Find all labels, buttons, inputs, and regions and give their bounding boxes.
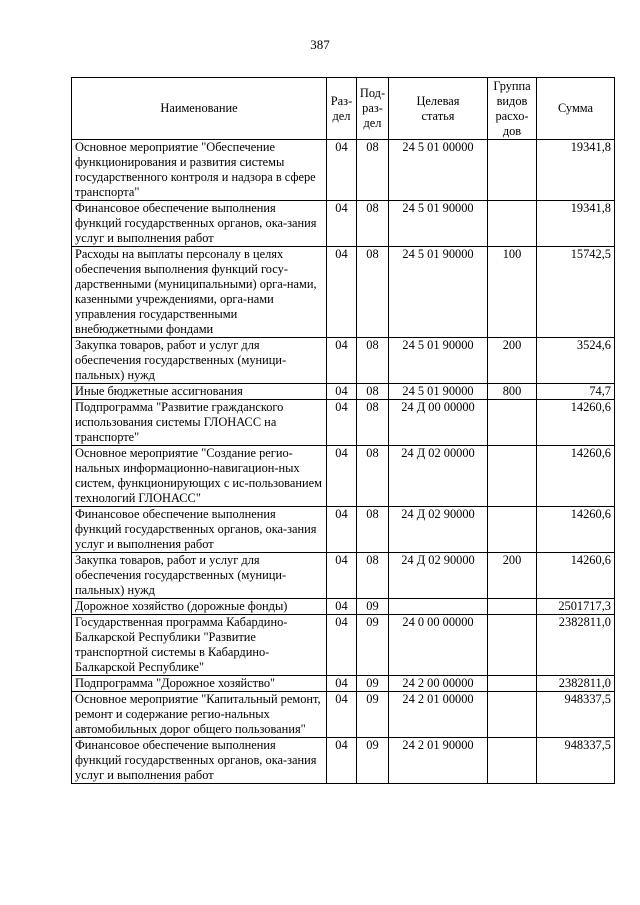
- row-name: Расходы на выплаты персоналу в целях обеспечения выполнения функций госу-дарственными (муниципальными) орга-нами, казенными учреждениями, орга-нами управления государственными внебюджетными фондами: [72, 247, 327, 338]
- row-razdel: 04: [327, 615, 357, 676]
- row-summa: 14260,6: [537, 400, 615, 446]
- row-name: Государственная программа Кабардино-Балкарской Республики "Развитие транспортной системы в Кабардино-Балкарской Республике": [72, 615, 327, 676]
- table-row: [72, 738, 615, 784]
- row-podrazdel: 08: [357, 446, 389, 507]
- row-summa: 2501717,3: [537, 599, 615, 615]
- row-name: Подпрограмма "Дорожное хозяйство": [72, 676, 327, 692]
- row-podrazdel: 08: [357, 201, 389, 247]
- row-razdel: 04: [327, 738, 357, 784]
- row-podrazdel: 08: [357, 384, 389, 400]
- row-summa: 948337,5: [537, 738, 615, 784]
- table-row: [72, 599, 615, 615]
- row-gruppa: 200: [488, 553, 537, 599]
- row-podrazdel: 09: [357, 676, 389, 692]
- row-razdel: 04: [327, 140, 357, 201]
- row-gruppa: [488, 692, 537, 738]
- row-podrazdel: 08: [357, 400, 389, 446]
- row-statya: 24 Д 00 00000: [389, 400, 488, 446]
- row-summa: 15742,5: [537, 247, 615, 338]
- row-statya: 24 5 01 90000: [389, 247, 488, 338]
- row-statya: 24 5 01 90000: [389, 338, 488, 384]
- row-razdel: 04: [327, 201, 357, 247]
- row-podrazdel: 08: [357, 247, 389, 338]
- row-podrazdel: 08: [357, 140, 389, 201]
- row-statya: 24 2 01 00000: [389, 692, 488, 738]
- row-razdel: 04: [327, 553, 357, 599]
- row-razdel: 04: [327, 338, 357, 384]
- row-statya: 24 0 00 00000: [389, 615, 488, 676]
- row-name: Финансовое обеспечение выполнения функций государственных органов, ока-зания услуг и выполнения работ: [72, 507, 327, 553]
- table-row: [72, 338, 615, 384]
- header-statya: Целевая статья: [389, 78, 488, 140]
- row-statya: 24 Д 02 90000: [389, 507, 488, 553]
- row-gruppa: [488, 446, 537, 507]
- row-name: Финансовое обеспечение выполнения функций государственных органов, ока-зания услуг и выполнения работ: [72, 201, 327, 247]
- row-name: Подпрограмма "Развитие гражданского использования системы ГЛОНАСС на транспорте": [72, 400, 327, 446]
- row-gruppa: [488, 738, 537, 784]
- row-gruppa: [488, 201, 537, 247]
- row-gruppa: [488, 140, 537, 201]
- row-statya: 24 5 01 00000: [389, 140, 488, 201]
- row-name: Закупка товаров, работ и услуг для обеспечения государственных (муници-пальных) нужд: [72, 553, 327, 599]
- row-podrazdel: 09: [357, 599, 389, 615]
- row-name: Основное мероприятие "Обеспечение функционирования и развития системы государственного контроля и надзора в сфере транспорта": [72, 140, 327, 201]
- row-name: Иные бюджетные ассигнования: [72, 384, 327, 400]
- row-razdel: 04: [327, 507, 357, 553]
- row-name: Дорожное хозяйство (дорожные фонды): [72, 599, 327, 615]
- row-gruppa: 100: [488, 247, 537, 338]
- row-statya: 24 Д 02 90000: [389, 553, 488, 599]
- table-header-row: [72, 78, 615, 140]
- row-gruppa: [488, 615, 537, 676]
- row-podrazdel: 09: [357, 692, 389, 738]
- row-summa: 2382811,0: [537, 615, 615, 676]
- row-podrazdel: 08: [357, 507, 389, 553]
- table-row: [72, 201, 615, 247]
- header-razdel: Раз- дел: [327, 78, 357, 140]
- row-summa: 19341,8: [537, 201, 615, 247]
- row-name: Закупка товаров, работ и услуг для обеспечения государственных (муници-пальных) нужд: [72, 338, 327, 384]
- row-razdel: 04: [327, 446, 357, 507]
- table-row: [72, 553, 615, 599]
- table-row: [72, 247, 615, 338]
- row-summa: 14260,6: [537, 553, 615, 599]
- row-razdel: 04: [327, 599, 357, 615]
- table-row: [72, 507, 615, 553]
- row-summa: 14260,6: [537, 507, 615, 553]
- row-podrazdel: 08: [357, 553, 389, 599]
- row-statya: 24 2 01 90000: [389, 738, 488, 784]
- row-name: Основное мероприятие "Капитальный ремонт, ремонт и содержание регио-нальных автомобильных дорог общего пользования": [72, 692, 327, 738]
- header-name: Наименование: [72, 78, 327, 140]
- row-name: Основное мероприятие "Создание регио-нальных информационно-навигацион-ных систем, функционирующих с ис-пользованием технологий ГЛОНАСС": [72, 446, 327, 507]
- row-gruppa: [488, 507, 537, 553]
- row-podrazdel: 09: [357, 738, 389, 784]
- row-podrazdel: 08: [357, 338, 389, 384]
- row-gruppa: [488, 599, 537, 615]
- row-razdel: 04: [327, 676, 357, 692]
- budget-table: [71, 77, 615, 784]
- header-gruppa: Группа видов расхо- дов: [488, 78, 537, 140]
- table-row: [72, 615, 615, 676]
- table-row: [72, 692, 615, 738]
- row-razdel: 04: [327, 400, 357, 446]
- row-summa: 948337,5: [537, 692, 615, 738]
- table-row: [72, 384, 615, 400]
- row-gruppa: 200: [488, 338, 537, 384]
- row-statya: 24 5 01 90000: [389, 201, 488, 247]
- row-summa: 3524,6: [537, 338, 615, 384]
- table-row: [72, 400, 615, 446]
- row-gruppa: [488, 400, 537, 446]
- row-statya: [389, 599, 488, 615]
- table-row: [72, 446, 615, 507]
- header-summa: Сумма: [537, 78, 615, 140]
- row-summa: 74,7: [537, 384, 615, 400]
- row-razdel: 04: [327, 247, 357, 338]
- row-podrazdel: 09: [357, 615, 389, 676]
- table-row: [72, 676, 615, 692]
- row-name: Финансовое обеспечение выполнения функций государственных органов, ока-зания услуг и выполнения работ: [72, 738, 327, 784]
- row-summa: 2382811,0: [537, 676, 615, 692]
- row-statya: 24 2 00 00000: [389, 676, 488, 692]
- row-gruppa: [488, 676, 537, 692]
- row-razdel: 04: [327, 384, 357, 400]
- row-razdel: 04: [327, 692, 357, 738]
- row-statya: 24 5 01 90000: [389, 384, 488, 400]
- row-gruppa: 800: [488, 384, 537, 400]
- row-summa: 14260,6: [537, 446, 615, 507]
- row-statya: 24 Д 02 00000: [389, 446, 488, 507]
- table-row: [72, 140, 615, 201]
- header-podrazdel: Под- раз- дел: [357, 78, 389, 140]
- row-summa: 19341,8: [537, 140, 615, 201]
- page-number: 387: [310, 37, 330, 52]
